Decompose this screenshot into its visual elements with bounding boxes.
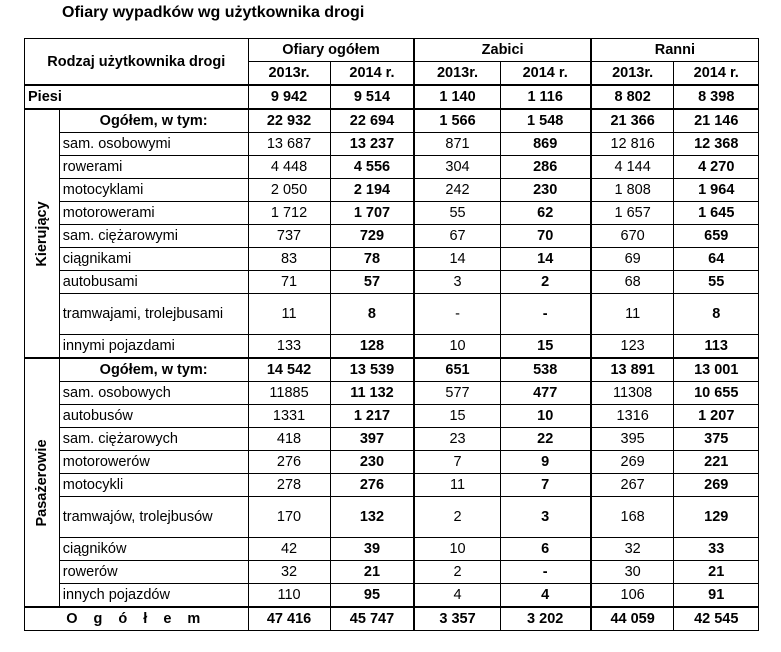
- value-cell: 1 140: [414, 85, 500, 109]
- value-cell: 13 001: [674, 358, 759, 382]
- table-row: [25, 451, 759, 474]
- value-cell: 230: [330, 451, 414, 474]
- value-cell: 11: [248, 294, 330, 335]
- value-cell: 651: [414, 358, 500, 382]
- value-cell: 538: [500, 358, 591, 382]
- value-cell: 14 542: [248, 358, 330, 382]
- value-cell: 242: [414, 179, 500, 202]
- value-cell: -: [500, 294, 591, 335]
- value-cell: 170: [248, 497, 330, 538]
- value-cell: 42 545: [674, 607, 759, 631]
- row-label: sam. ciężarowych: [59, 428, 248, 451]
- value-cell: 670: [591, 225, 674, 248]
- value-cell: 276: [248, 451, 330, 474]
- value-cell: 4 448: [248, 156, 330, 179]
- value-cell: 32: [591, 538, 674, 561]
- row-label: ciągników: [59, 538, 248, 561]
- value-cell: 91: [674, 584, 759, 608]
- value-cell: 4: [500, 584, 591, 608]
- value-cell: 276: [330, 474, 414, 497]
- value-cell: 2 050: [248, 179, 330, 202]
- value-cell: 1 707: [330, 202, 414, 225]
- page-title: Ofiary wypadków wg użytkownika drogi: [62, 4, 365, 21]
- table-row: [25, 561, 759, 584]
- value-cell: 2: [414, 561, 500, 584]
- value-cell: 78: [330, 248, 414, 271]
- value-cell: 4 144: [591, 156, 674, 179]
- value-cell: 62: [500, 202, 591, 225]
- value-cell: 269: [591, 451, 674, 474]
- table-row: [25, 382, 759, 405]
- header-row: [25, 39, 759, 62]
- table-row: [25, 179, 759, 202]
- row-label: ciągnikami: [59, 248, 248, 271]
- table-row: [25, 474, 759, 497]
- section-label-kierujacy: Kierujący: [25, 109, 60, 358]
- value-cell: 871: [414, 133, 500, 156]
- table-row: [25, 405, 759, 428]
- value-cell: 15: [500, 335, 591, 359]
- value-cell: 57: [330, 271, 414, 294]
- value-cell: 4: [414, 584, 500, 608]
- row-label: tramwajów, trolejbusów: [59, 497, 248, 538]
- value-cell: 22 694: [330, 109, 414, 133]
- value-cell: 3: [414, 271, 500, 294]
- value-cell: 8 802: [591, 85, 674, 109]
- value-cell: 1 566: [414, 109, 500, 133]
- value-cell: 12 816: [591, 133, 674, 156]
- value-cell: 15: [414, 405, 500, 428]
- value-cell: 729: [330, 225, 414, 248]
- table-row: [25, 109, 759, 133]
- value-cell: -: [500, 561, 591, 584]
- value-cell: 70: [500, 225, 591, 248]
- value-cell: 68: [591, 271, 674, 294]
- value-cell: 11: [591, 294, 674, 335]
- value-cell: 67: [414, 225, 500, 248]
- value-cell: 10: [500, 405, 591, 428]
- value-cell: 132: [330, 497, 414, 538]
- value-cell: 869: [500, 133, 591, 156]
- value-cell: 168: [591, 497, 674, 538]
- year-header: 2013r.: [591, 62, 674, 86]
- row-label: sam. osobowymi: [59, 133, 248, 156]
- value-cell: 375: [674, 428, 759, 451]
- year-header: 2013r.: [248, 62, 330, 86]
- total-label: O g ó ł e m: [25, 607, 249, 631]
- value-cell: 129: [674, 497, 759, 538]
- value-cell: 2: [414, 497, 500, 538]
- row-label: tramwajami, trolejbusami: [59, 294, 248, 335]
- value-cell: 13 237: [330, 133, 414, 156]
- column-group-header: Ranni: [591, 39, 759, 62]
- table-row: [25, 294, 759, 335]
- value-cell: -: [414, 294, 500, 335]
- value-cell: 1 645: [674, 202, 759, 225]
- value-cell: 128: [330, 335, 414, 359]
- value-cell: 13 687: [248, 133, 330, 156]
- value-cell: 71: [248, 271, 330, 294]
- year-header: 2014 r.: [330, 62, 414, 86]
- table-row-piesi: [25, 85, 759, 109]
- value-cell: 1 808: [591, 179, 674, 202]
- table-row: [25, 271, 759, 294]
- value-cell: 269: [674, 474, 759, 497]
- value-cell: 133: [248, 335, 330, 359]
- value-cell: 13 539: [330, 358, 414, 382]
- value-cell: 95: [330, 584, 414, 608]
- value-cell: 1 964: [674, 179, 759, 202]
- value-cell: 33: [674, 538, 759, 561]
- value-cell: 737: [248, 225, 330, 248]
- table-row: [25, 225, 759, 248]
- row-label: innymi pojazdami: [59, 335, 248, 359]
- value-cell: 8 398: [674, 85, 759, 109]
- value-cell: 45 747: [330, 607, 414, 631]
- row-label: innych pojazdów: [59, 584, 248, 608]
- value-cell: 1 116: [500, 85, 591, 109]
- value-cell: 11308: [591, 382, 674, 405]
- value-cell: 11 132: [330, 382, 414, 405]
- table-row: [25, 584, 759, 608]
- row-label: rowerów: [59, 561, 248, 584]
- row-label: motocykli: [59, 474, 248, 497]
- row-label: Ogółem, w tym:: [59, 109, 248, 133]
- value-cell: 221: [674, 451, 759, 474]
- value-cell: 39: [330, 538, 414, 561]
- value-cell: 278: [248, 474, 330, 497]
- year-header: 2013r.: [414, 62, 500, 86]
- column-header-type: Rodzaj użytkownika drogi: [25, 39, 249, 86]
- value-cell: 267: [591, 474, 674, 497]
- value-cell: 22: [500, 428, 591, 451]
- value-cell: 1 548: [500, 109, 591, 133]
- value-cell: 44 059: [591, 607, 674, 631]
- value-cell: 8: [674, 294, 759, 335]
- value-cell: 3: [500, 497, 591, 538]
- value-cell: 110: [248, 584, 330, 608]
- value-cell: 23: [414, 428, 500, 451]
- value-cell: 113: [674, 335, 759, 359]
- value-cell: 230: [500, 179, 591, 202]
- value-cell: 12 368: [674, 133, 759, 156]
- row-label: motorowerów: [59, 451, 248, 474]
- value-cell: 13 891: [591, 358, 674, 382]
- value-cell: 9 514: [330, 85, 414, 109]
- value-cell: 395: [591, 428, 674, 451]
- table-row: [25, 497, 759, 538]
- table-row: [25, 156, 759, 179]
- value-cell: 30: [591, 561, 674, 584]
- value-cell: 418: [248, 428, 330, 451]
- value-cell: 1 712: [248, 202, 330, 225]
- value-cell: 1 207: [674, 405, 759, 428]
- value-cell: 10: [414, 335, 500, 359]
- value-cell: 47 416: [248, 607, 330, 631]
- row-label: sam. osobowych: [59, 382, 248, 405]
- value-cell: 7: [414, 451, 500, 474]
- value-cell: 659: [674, 225, 759, 248]
- value-cell: 397: [330, 428, 414, 451]
- value-cell: 32: [248, 561, 330, 584]
- table-row: [25, 428, 759, 451]
- column-group-header: Ofiary ogółem: [248, 39, 414, 62]
- value-cell: 3 202: [500, 607, 591, 631]
- value-cell: 69: [591, 248, 674, 271]
- row-label: rowerami: [59, 156, 248, 179]
- value-cell: 1 657: [591, 202, 674, 225]
- value-cell: 106: [591, 584, 674, 608]
- value-cell: 9 942: [248, 85, 330, 109]
- table-row: [25, 335, 759, 359]
- row-label: sam. ciężarowymi: [59, 225, 248, 248]
- row-label: autobusami: [59, 271, 248, 294]
- row-label: Piesi: [25, 85, 249, 109]
- value-cell: 42: [248, 538, 330, 561]
- year-header: 2014 r.: [674, 62, 759, 86]
- value-cell: 123: [591, 335, 674, 359]
- row-label: autobusów: [59, 405, 248, 428]
- table-row: [25, 358, 759, 382]
- value-cell: 21 146: [674, 109, 759, 133]
- row-label: motocyklami: [59, 179, 248, 202]
- value-cell: 14: [500, 248, 591, 271]
- value-cell: 477: [500, 382, 591, 405]
- value-cell: 55: [674, 271, 759, 294]
- victims-table: [24, 38, 759, 631]
- value-cell: 9: [500, 451, 591, 474]
- value-cell: 10: [414, 538, 500, 561]
- value-cell: 1331: [248, 405, 330, 428]
- value-cell: 577: [414, 382, 500, 405]
- value-cell: 6: [500, 538, 591, 561]
- row-label: Ogółem, w tym:: [59, 358, 248, 382]
- value-cell: 10 655: [674, 382, 759, 405]
- value-cell: 2: [500, 271, 591, 294]
- value-cell: 83: [248, 248, 330, 271]
- value-cell: 22 932: [248, 109, 330, 133]
- row-label: motorowerami: [59, 202, 248, 225]
- value-cell: 55: [414, 202, 500, 225]
- value-cell: 4 270: [674, 156, 759, 179]
- value-cell: 14: [414, 248, 500, 271]
- value-cell: 21 366: [591, 109, 674, 133]
- value-cell: 286: [500, 156, 591, 179]
- value-cell: 21: [330, 561, 414, 584]
- table-row: [25, 248, 759, 271]
- table-row-total: [25, 607, 759, 631]
- value-cell: 11885: [248, 382, 330, 405]
- value-cell: 3 357: [414, 607, 500, 631]
- value-cell: 2 194: [330, 179, 414, 202]
- table-row: [25, 202, 759, 225]
- value-cell: 304: [414, 156, 500, 179]
- value-cell: 11: [414, 474, 500, 497]
- column-group-header: Zabici: [414, 39, 590, 62]
- table-row: [25, 538, 759, 561]
- value-cell: 7: [500, 474, 591, 497]
- value-cell: 1 217: [330, 405, 414, 428]
- year-header: 2014 r.: [500, 62, 591, 86]
- value-cell: 1316: [591, 405, 674, 428]
- section-label-pasazerowie: Pasażerowie: [25, 358, 60, 607]
- value-cell: 4 556: [330, 156, 414, 179]
- value-cell: 64: [674, 248, 759, 271]
- value-cell: 8: [330, 294, 414, 335]
- table-row: [25, 133, 759, 156]
- value-cell: 21: [674, 561, 759, 584]
